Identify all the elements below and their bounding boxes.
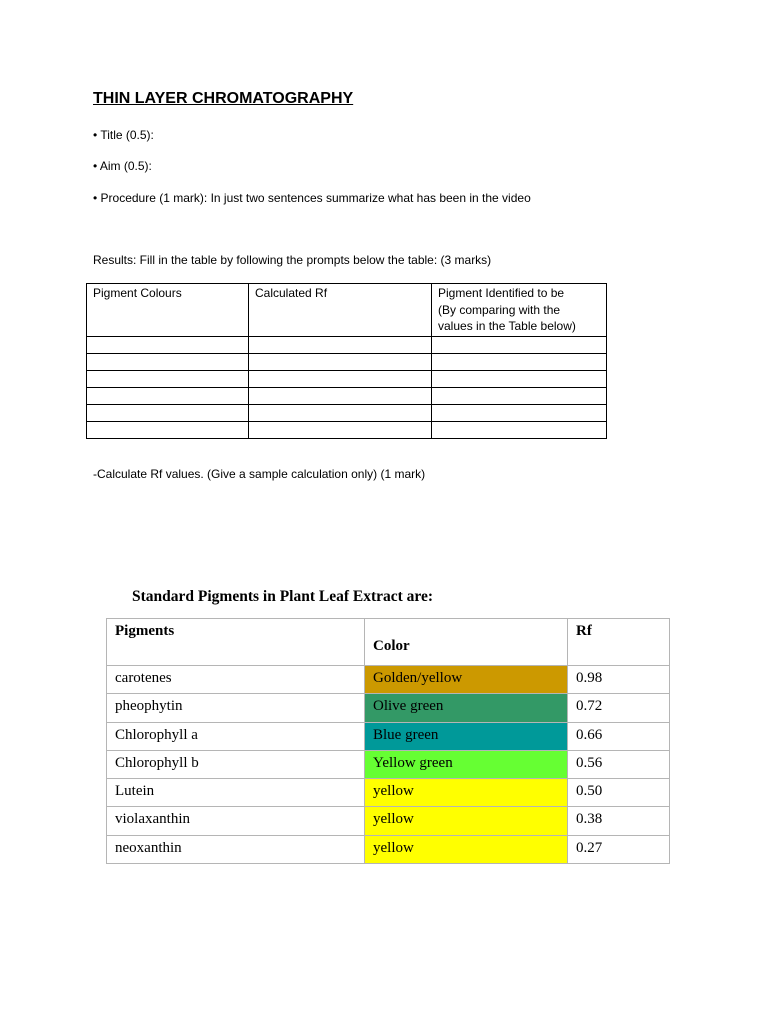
header-pigment-identified-line1: Pigment Identified to be: [438, 286, 565, 300]
pigment-color-cell: yellow: [365, 779, 568, 807]
header-pigment-colours: Pigment Colours: [87, 284, 249, 337]
pigment-color-cell: Olive green: [365, 694, 568, 722]
procedure-bullet: • Procedure (1 mark): In just two sentences summarize what has been in the video: [93, 191, 531, 205]
standard-header-row: [107, 619, 670, 666]
results-blank-cell: [249, 336, 432, 353]
header-rf: Rf: [568, 619, 670, 666]
results-blank-cell: [432, 370, 607, 387]
title-bullet: • Title (0.5):: [93, 128, 154, 142]
pigment-row: [107, 666, 670, 694]
pigment-row: [107, 722, 670, 750]
aim-bullet: • Aim (0.5):: [93, 159, 152, 173]
standard-table-caption: Standard Pigments in Plant Leaf Extract are:: [132, 588, 434, 605]
results-blank-row: [87, 370, 607, 387]
results-blank-cell: [87, 370, 249, 387]
results-blank-cell: [432, 336, 607, 353]
results-prompt: Results: Fill in the table by following the prompts below the table: (3 marks): [93, 253, 492, 267]
results-blank-cell: [432, 353, 607, 370]
pigment-rf-cell: 0.56: [568, 750, 670, 778]
pigment-name-cell: Chlorophyll b: [107, 750, 365, 778]
results-blank-cell: [249, 421, 432, 438]
header-pigment-identified-line2: (By comparing with the: [438, 302, 561, 317]
results-blank-row: [87, 421, 607, 438]
results-blank-row: [87, 387, 607, 404]
pigment-color-cell: yellow: [365, 835, 568, 863]
pigment-color-cell: Golden/yellow: [365, 666, 568, 694]
pigment-rf-cell: 0.38: [568, 807, 670, 835]
pigment-name-cell: neoxanthin: [107, 835, 365, 863]
pigment-rf-cell: 0.50: [568, 779, 670, 807]
pigment-name-cell: violaxanthin: [107, 807, 365, 835]
results-blank-cell: [87, 336, 249, 353]
results-table: [86, 283, 607, 439]
pigment-rf-cell: 0.27: [568, 835, 670, 863]
results-blank-cell: [432, 387, 607, 404]
page-title: THIN LAYER CHROMATOGRAPHY: [93, 90, 354, 107]
pigment-name-cell: pheophytin: [107, 694, 365, 722]
results-blank-cell: [249, 353, 432, 370]
header-pigments: Pigments: [107, 619, 365, 666]
pigment-color-cell: Yellow green: [365, 750, 568, 778]
header-calculated-rf: Calculated Rf: [249, 284, 432, 337]
pigment-row: [107, 807, 670, 835]
calculate-prompt: -Calculate Rf values. (Give a sample calculation only) (1 mark): [93, 467, 426, 481]
results-blank-cell: [87, 387, 249, 404]
results-blank-cell: [87, 353, 249, 370]
header-color: Color: [365, 619, 568, 666]
pigment-row: [107, 835, 670, 863]
header-pigment-identified: [432, 284, 607, 337]
pigment-rf-cell: 0.66: [568, 722, 670, 750]
standard-pigments-table: [106, 618, 670, 864]
results-blank-cell: [432, 421, 607, 438]
pigment-rf-cell: 0.72: [568, 694, 670, 722]
pigment-name-cell: Lutein: [107, 779, 365, 807]
pigment-name-cell: carotenes: [107, 666, 365, 694]
pigment-row: [107, 694, 670, 722]
results-blank-cell: [432, 404, 607, 421]
pigment-rf-cell: 0.98: [568, 666, 670, 694]
results-blank-cell: [249, 370, 432, 387]
results-blank-cell: [87, 404, 249, 421]
pigment-row: [107, 750, 670, 778]
header-pigment-identified-line3: values in the Table below): [438, 319, 576, 333]
pigment-color-cell: Blue green: [365, 722, 568, 750]
pigment-color-cell: yellow: [365, 807, 568, 835]
results-blank-cell: [249, 387, 432, 404]
pigment-name-cell: Chlorophyll a: [107, 722, 365, 750]
results-blank-row: [87, 353, 607, 370]
pigment-row: [107, 779, 670, 807]
results-blank-cell: [249, 404, 432, 421]
results-blank-cell: [87, 421, 249, 438]
results-blank-row: [87, 336, 607, 353]
results-blank-row: [87, 404, 607, 421]
results-header-row: [87, 284, 607, 337]
